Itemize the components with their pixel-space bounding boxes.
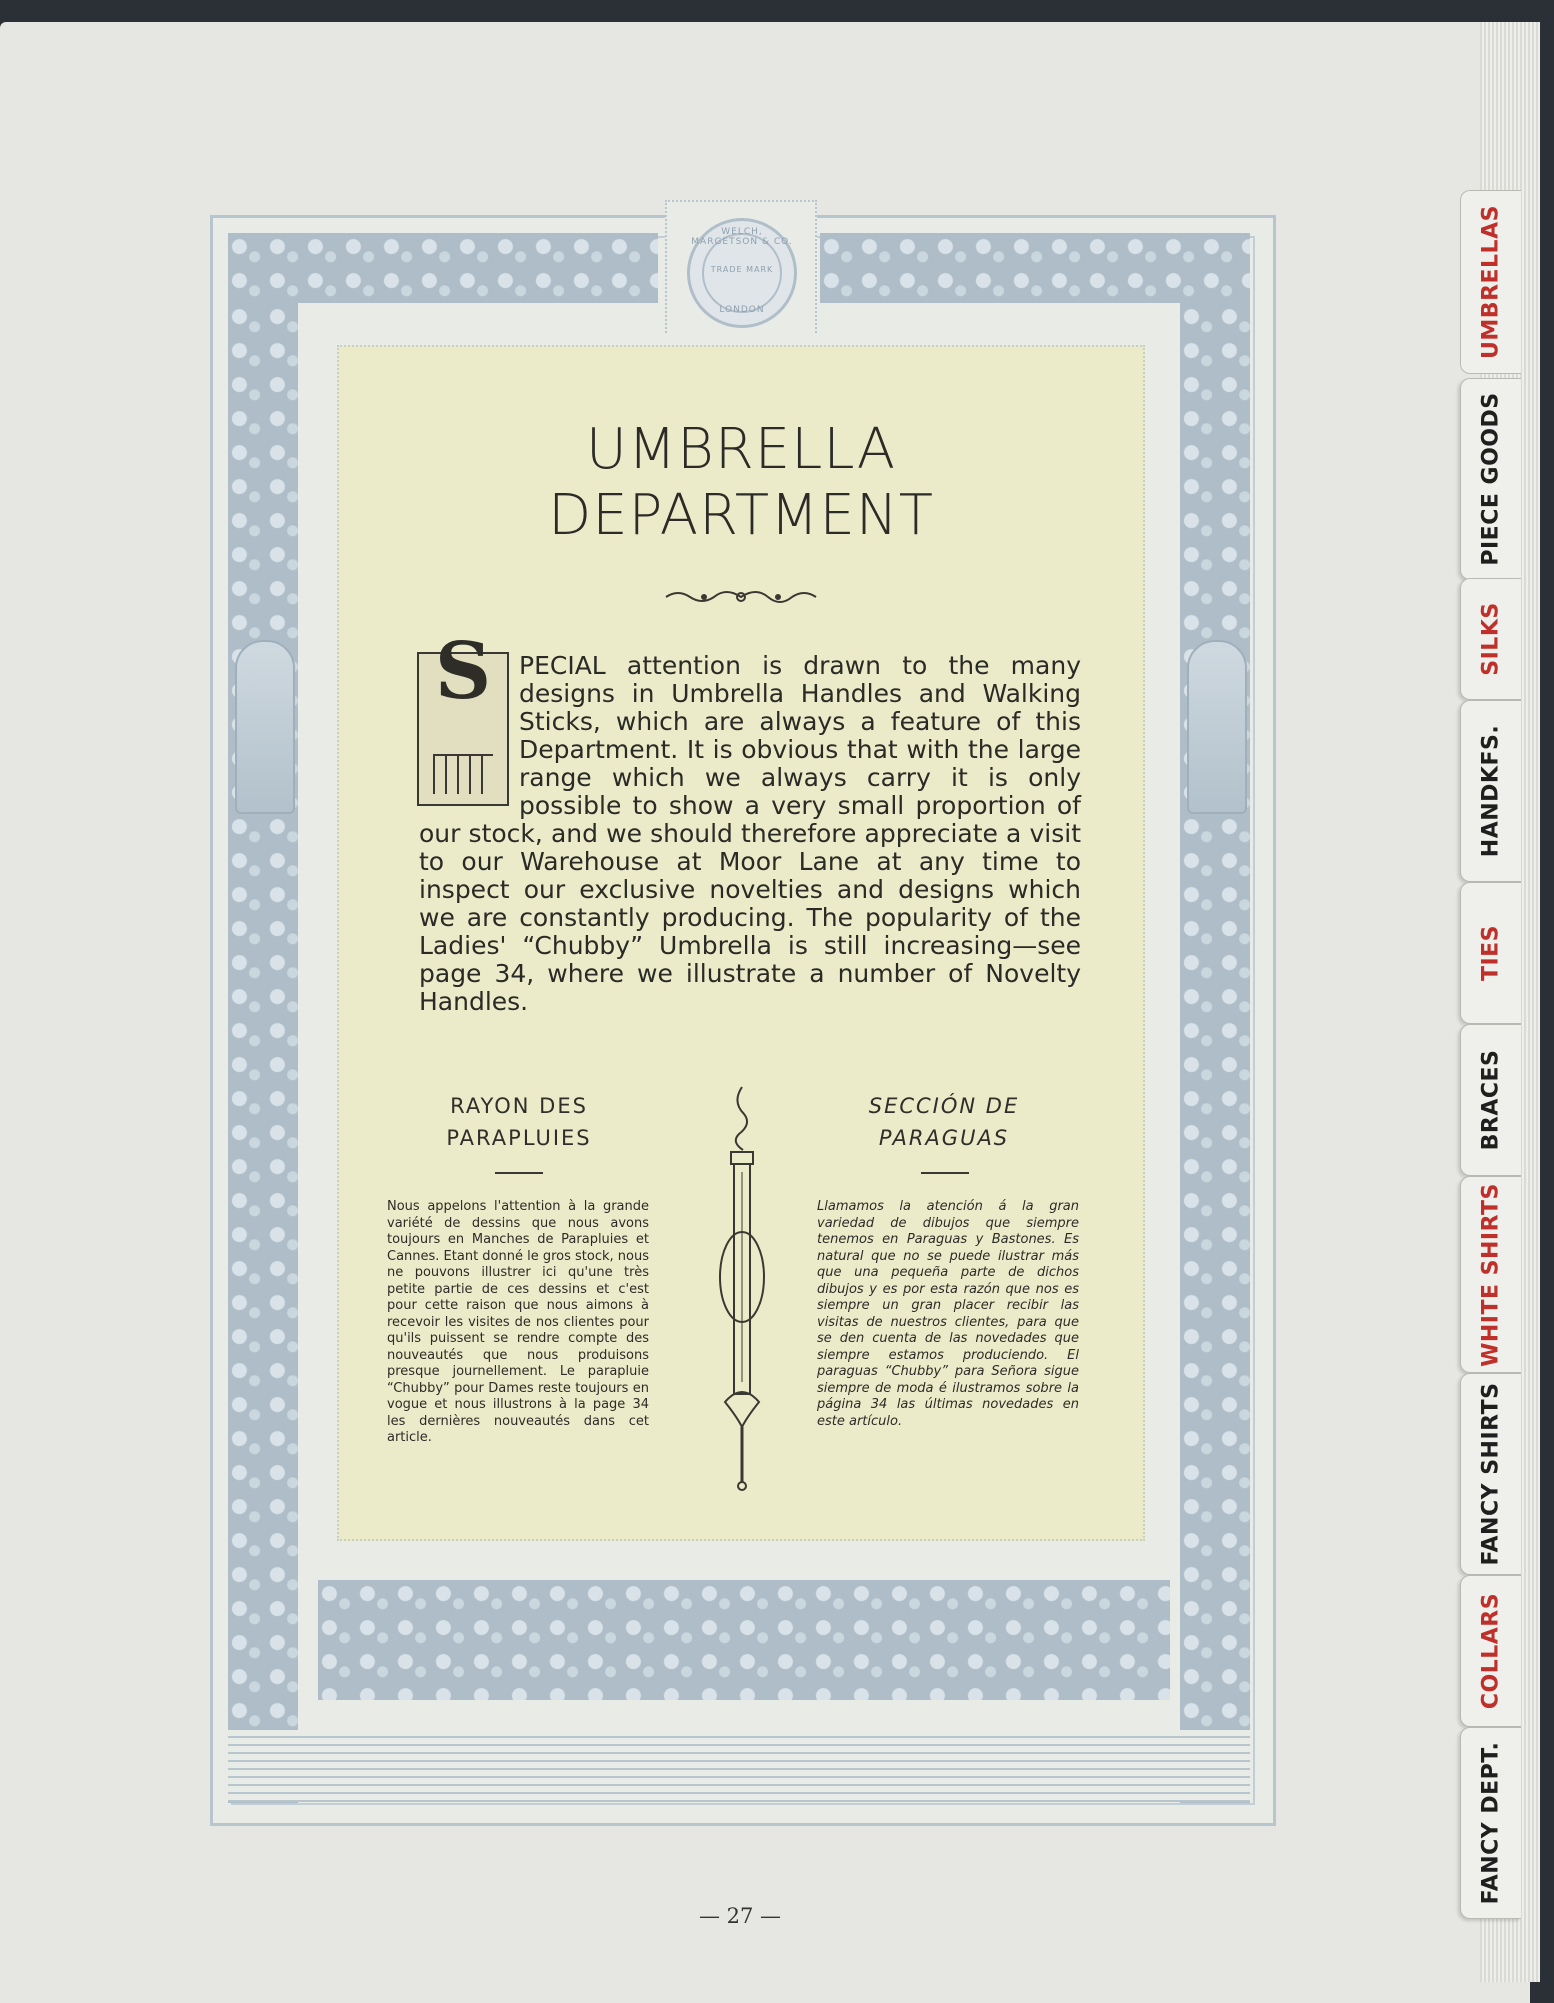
tab-label-collars: COLLARS xyxy=(1478,1592,1504,1710)
tab-label-white-shirts: WHITE SHIRTS xyxy=(1478,1182,1504,1367)
tab-label-braces: BRACES xyxy=(1478,1049,1504,1151)
tab-label-piece-goods: PIECE GOODS xyxy=(1478,392,1504,566)
seal-top-text: WELCH, MARGETSON & CO. xyxy=(691,227,793,247)
tab-label-ties: TIES xyxy=(1478,924,1504,982)
spanish-heading-rule xyxy=(921,1172,969,1174)
french-heading-line-1: RAYON DES xyxy=(450,1094,588,1118)
tab-label-fancy-dept: FANCY DEPT. xyxy=(1478,1741,1504,1905)
spanish-heading-line-2: PARAGUAS xyxy=(878,1126,1010,1150)
tab-label-umbrellas: UMBRELLAS xyxy=(1478,205,1504,359)
tab-white-shirts[interactable] xyxy=(1460,1176,1521,1373)
french-body: Nous appelons l'attention à la grande variété de dessins que nous avons toujours en Manches de Parapluies et Cannes. Etant donné le gros stock, nous ne pouvons illustrer ici qu'une très petite partie de ces dessins et c'est pour cette raison que nous aimons à recevoir les visites de nos clientes pour qu'ils puissent se rendre compte des nouveautés que nous produisons presque journellement. Le parapluie “Chubby” pour Dames reste toujours en vogue et nous illustrons à la page 34 les dernières nouveautés dans cet article. xyxy=(387,1199,649,1445)
floral-border-right xyxy=(1180,303,1250,1803)
spanish-heading-line-1: SECCIÓN DE xyxy=(868,1094,1020,1118)
tab-label-silks: SILKS xyxy=(1478,602,1504,676)
ornament-divider-icon xyxy=(664,587,818,607)
classical-figure-left xyxy=(235,640,295,814)
tab-fancy-dept[interactable] xyxy=(1460,1727,1521,1919)
tab-label-handkfs: HANDKFS. xyxy=(1478,724,1504,858)
tab-umbrellas[interactable] xyxy=(1460,190,1521,374)
page-number: — 27 — xyxy=(698,1904,782,1928)
trademark-seal-box xyxy=(665,200,817,344)
striped-border-base xyxy=(228,1730,1250,1802)
classical-figure-right xyxy=(1187,640,1247,814)
page-title xyxy=(339,417,1143,549)
drop-cap xyxy=(417,626,509,806)
tab-ties[interactable] xyxy=(1460,882,1521,1024)
english-body xyxy=(419,626,1081,1016)
spanish-body: Llamamos la atención á la gran variedad de dibujos que siempre tenemos en Paraguas y Bastones. Es natural que no se puede ilustrar más que una pequeña parte de dichos dibujos y es por esta razón que nos es siempre un gran placer recibir las visitas de nuestros clientes, para que se den cuenta de las novedades que siempre estamos produciendo. El paraguas “Chubby” para Señora sigue siempre de moda é ilustramos sobre la página 34 las últimas novedades en este artículo. xyxy=(817,1199,1079,1429)
torch-icon xyxy=(717,1082,767,1492)
tab-collars[interactable] xyxy=(1460,1575,1521,1727)
french-heading xyxy=(429,1090,609,1154)
tab-label-fancy-shirts: FANCY SHIRTS xyxy=(1478,1382,1504,1566)
tab-silks[interactable] xyxy=(1460,578,1521,700)
title-line-1: UMBRELLA xyxy=(585,417,897,482)
french-heading-line-2: PARAPLUIES xyxy=(446,1126,592,1150)
tab-braces[interactable] xyxy=(1460,1024,1521,1176)
floral-border-bottom xyxy=(318,1580,1170,1700)
spanish-heading xyxy=(839,1090,1049,1154)
english-body-text: PECIAL attention is drawn to the many designs in Umbrella Handles and Walking Sticks, which are always a feature of this Department. It is obvious that with the large range which we always carry it is only possible to show a very small proportion of our stock, and we should therefore appreciate a visit to our Warehouse at Moor Lane at any time to inspect our exclusive novelties and designs which we are constantly producing. The popularity of the Ladies' “Chubby” Umbrella is still increasing—see page 34, where we illustrate a number of Novelty Handles. xyxy=(419,651,1081,1016)
tab-fancy-shirts[interactable] xyxy=(1460,1373,1521,1575)
floral-border-top-right xyxy=(820,233,1250,303)
tab-handkfs[interactable] xyxy=(1460,700,1521,882)
trademark-seal xyxy=(687,218,797,328)
french-heading-rule xyxy=(495,1172,543,1174)
floral-border-top-left xyxy=(228,233,658,303)
drop-cap-ornament-icon xyxy=(433,754,493,794)
seal-bottom-text: LONDON xyxy=(719,305,765,315)
content-panel xyxy=(337,345,1145,1541)
drop-cap-letter: S xyxy=(434,626,492,717)
tab-piece-goods[interactable] xyxy=(1460,378,1521,580)
seal-middle-text: TRADE MARK xyxy=(710,265,774,274)
title-line-2: DEPARTMENT xyxy=(548,483,934,548)
floral-border-left xyxy=(228,303,298,1803)
